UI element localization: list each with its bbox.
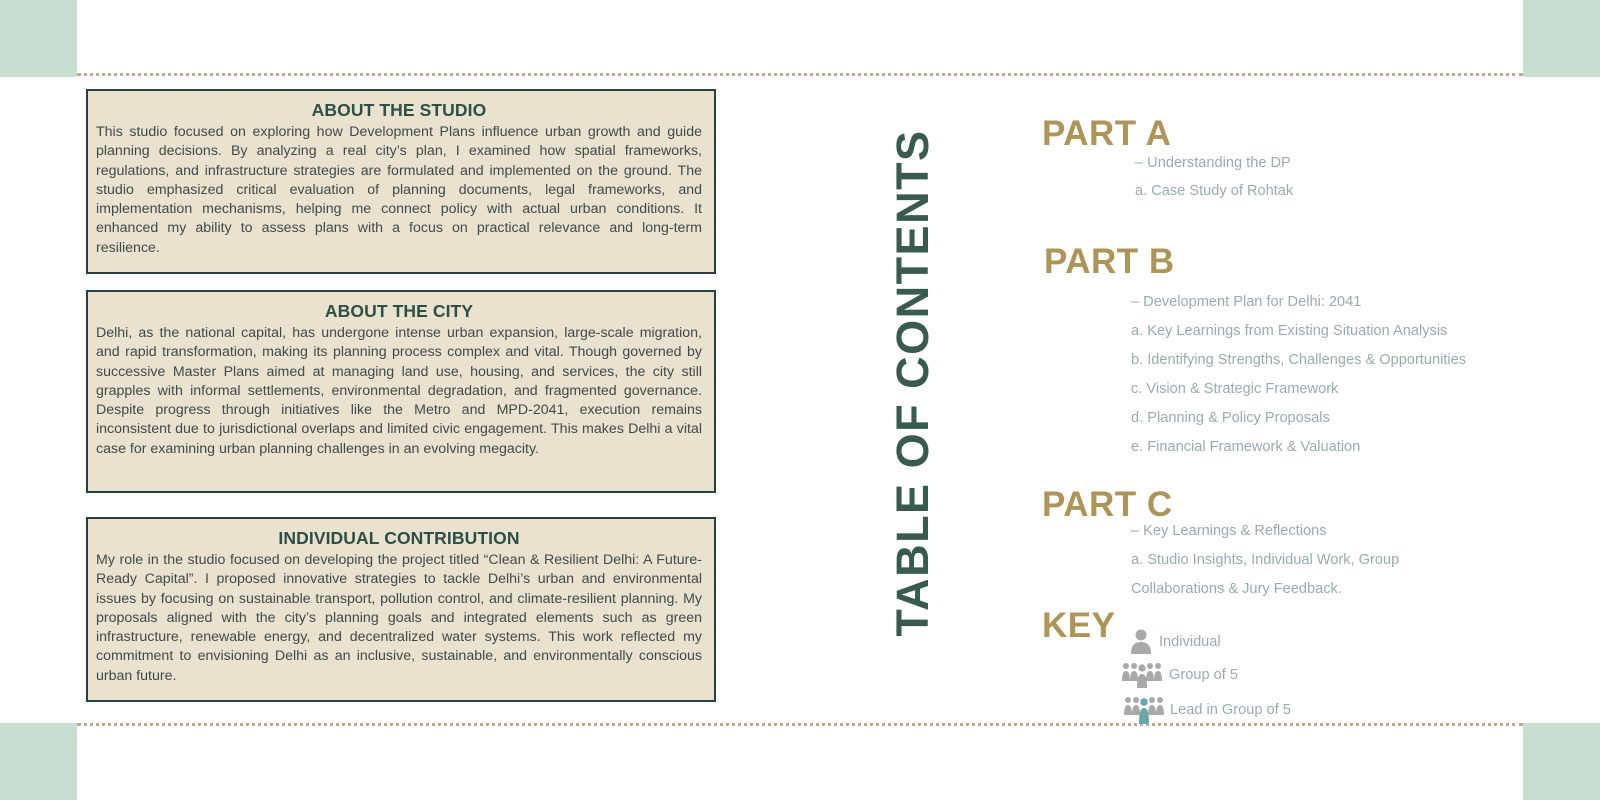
part-b-item: b. Identifying Strengths, Challenges & Opportunities — [1131, 352, 1467, 368]
key-heading: KEY — [1042, 606, 1116, 645]
key-label-lead: Lead in Group of 5 — [1170, 702, 1291, 718]
part-b-item: a. Key Learnings from Existing Situation Analysis — [1131, 323, 1448, 339]
person-icon — [1130, 629, 1152, 655]
corner-block-top-left — [0, 0, 77, 77]
about-studio-panel — [86, 89, 716, 274]
about-city-title: ABOUT THE CITY — [324, 301, 474, 321]
individual-contribution-body: My role in the studio focused on developing the project titled “Clean & Resilient Delhi: A Future-Ready Capital”. I proposed innovative strategies to tackle Delhi’s urban and environmental issues by focusing on sustainable transport, pollution control, and climate-resilient planning. My proposals aligned with the city’s planning goals and integrated elements such as green infrastructure, renewable energy, and decentralized water systems. This work reflected my commitment to envisioning Delhi as an inclusive, sustainable, and environmentally conscious urban future. — [96, 552, 702, 684]
about-studio-body: This studio focused on exploring how Development Plans influence urban growth and guide planning decisions. By analyzing a real city’s plan, I examined how spatial frameworks, regulations, and infrastructure strategies are formulated and implemented on the ground. The studio emphasized critical evaluation of planning documents, legal frameworks, and implementation mechanisms, helping me connect policy with actual urban conditions. It enhanced my ability to assess plans with a focus on practical relevance and long-term resilience. — [96, 124, 702, 256]
top-dotted-divider — [77, 73, 1523, 76]
part-c-item: – Key Learnings & Reflections — [1131, 523, 1327, 539]
key-row-group — [1122, 661, 1238, 689]
part-b-item: c. Vision & Strategic Framework — [1131, 381, 1339, 397]
part-a-item: – Understanding the DP — [1135, 155, 1291, 171]
part-b-item: d. Planning & Policy Proposals — [1131, 410, 1330, 426]
corner-block-top-right — [1523, 0, 1600, 77]
corner-block-bottom-right — [1523, 723, 1600, 800]
key-label-group: Group of 5 — [1169, 667, 1238, 683]
group-icon — [1122, 661, 1162, 689]
about-studio-title: ABOUT THE STUDIO — [311, 100, 487, 120]
individual-contribution-title: INDIVIDUAL CONTRIBUTION — [278, 528, 520, 548]
about-city-body: Delhi, as the national capital, has undergone intense urban expansion, large-scale migration, and rapid transformation, making its planning process complex and vital. Though governed by successive Master Plans aimed at managing land use, housing, and services, the city still grapples with informal settlements, environmental degradation, and fragmented governance. Despite progress through initiatives like the Metro and MPD-2041, execution remains inconsistent due to jurisdictional overlaps and limited civic engagement. This makes Delhi a vital case for examining urban planning challenges in an evolving megacity. — [96, 325, 702, 457]
part-a-item: a. Case Study of Rohtak — [1135, 183, 1294, 199]
part-c-item: a. Studio Insights, Individual Work, Group — [1131, 552, 1400, 568]
part-b-item: – Development Plan for Delhi: 2041 — [1131, 294, 1362, 310]
part-a-heading: PART A — [1042, 114, 1172, 153]
table-of-contents-title: TABLE OF CONTENTS — [887, 129, 938, 637]
key-row-individual — [1130, 629, 1221, 655]
part-b-heading: PART B — [1044, 242, 1175, 281]
key-label-individual: Individual — [1159, 634, 1221, 650]
corner-block-bottom-left — [0, 723, 77, 800]
individual-contribution-panel — [86, 517, 716, 702]
part-c-heading: PART C — [1042, 485, 1173, 524]
key-row-lead — [1124, 695, 1291, 725]
about-city-panel — [86, 290, 716, 493]
bottom-dotted-divider — [77, 723, 1523, 726]
part-b-item: e. Financial Framework & Valuation — [1131, 439, 1361, 455]
part-c-item: Collaborations & Jury Feedback. — [1131, 581, 1342, 597]
group-lead-icon — [1124, 695, 1164, 725]
